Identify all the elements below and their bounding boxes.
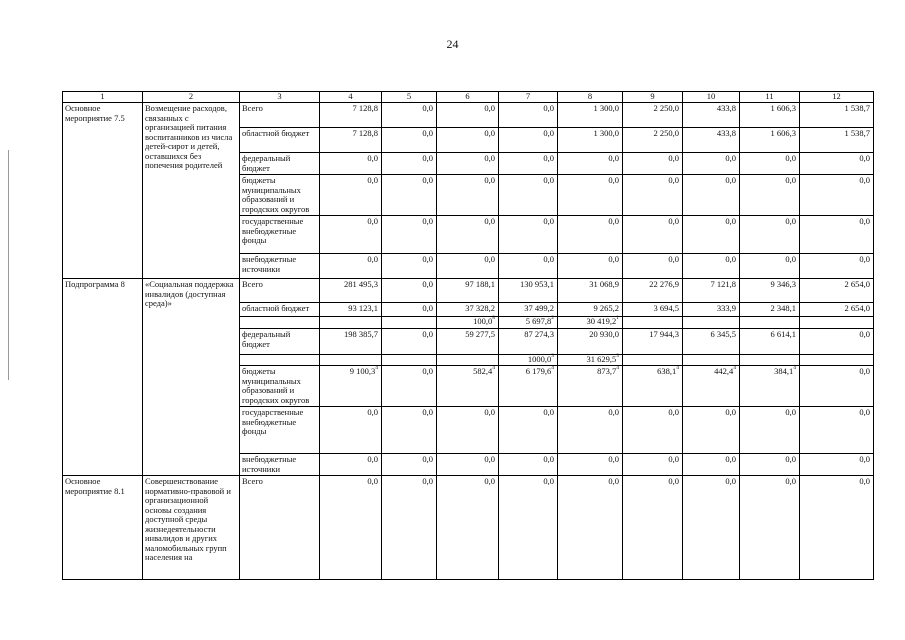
- value-cell: [740, 355, 800, 366]
- value-cell: 0,0: [683, 175, 740, 216]
- value-cell: 0,0: [740, 216, 800, 254]
- value-cell: [683, 355, 740, 366]
- footnote-mark: 3: [551, 353, 554, 360]
- value-cell: [320, 355, 382, 366]
- funding-source: Всего: [240, 103, 320, 128]
- value-cell: 0,0: [800, 407, 874, 454]
- section-description: Совершенствование нормативно-правовой и организационной основы создания доступной среды жизнедеятельности инвалидов и других маломобильных групп населения на: [143, 476, 240, 580]
- value-text: 582,4: [473, 366, 493, 377]
- value-cell: [320, 317, 382, 329]
- scan-margin-line: [8, 150, 9, 380]
- value-cell: 0,0: [623, 254, 683, 279]
- value-cell: 0,0: [382, 254, 437, 279]
- value-cell: 0,0: [558, 476, 623, 580]
- value-cell: 0,0: [382, 454, 437, 476]
- value-cell: 0,0: [623, 407, 683, 454]
- value-cell: 37 499,2: [499, 303, 558, 317]
- budget-table: [62, 91, 874, 580]
- value-cell: [437, 355, 499, 366]
- funding-source: федеральный бюджет: [240, 153, 320, 175]
- value-cell: 0,0: [623, 153, 683, 175]
- value-cell: 0,0: [740, 407, 800, 454]
- value-cell: 0,0: [683, 454, 740, 476]
- footnote-mark: 2: [551, 315, 554, 322]
- column-header: 5: [382, 92, 437, 103]
- value-cell: 0,0: [623, 216, 683, 254]
- value-cell: 0,0: [499, 476, 558, 580]
- column-header: 8: [558, 92, 623, 103]
- value-cell: [623, 366, 683, 407]
- value-cell: 0,0: [437, 153, 499, 175]
- value-cell: 3 694,5: [623, 303, 683, 317]
- value-cell: 0,0: [499, 175, 558, 216]
- funding-source: федеральный бюджет: [240, 329, 320, 355]
- value-text: 30 419,2: [586, 316, 617, 327]
- funding-source: областной бюджет: [240, 128, 320, 153]
- value-cell: [558, 317, 623, 329]
- value-cell: 281 495,3: [320, 279, 382, 303]
- value-cell: 0,0: [558, 407, 623, 454]
- value-cell: 0,0: [623, 454, 683, 476]
- value-cell: [499, 355, 558, 366]
- column-header: 3: [240, 92, 320, 103]
- value-cell: 37 328,2: [437, 303, 499, 317]
- value-cell: 0,0: [800, 216, 874, 254]
- value-cell: 433,8: [683, 103, 740, 128]
- value-cell: [382, 366, 437, 407]
- value-cell: [320, 366, 382, 407]
- value-cell: 1 300,0: [558, 103, 623, 128]
- page-number: 24: [446, 37, 459, 51]
- table-row: [63, 279, 874, 303]
- value-cell: 0,0: [740, 153, 800, 175]
- value-text: 0,0: [859, 366, 870, 377]
- value-cell: 0,0: [558, 254, 623, 279]
- value-cell: 0,0: [683, 216, 740, 254]
- value-cell: 0,0: [437, 454, 499, 476]
- value-cell: 0,0: [558, 175, 623, 216]
- value-cell: 0,0: [382, 279, 437, 303]
- value-cell: [558, 366, 623, 407]
- value-cell: 0,0: [320, 175, 382, 216]
- funding-source: государственные внебюджетные фонды: [240, 407, 320, 454]
- value-cell: [683, 366, 740, 407]
- value-cell: 0,0: [320, 454, 382, 476]
- footnote-mark: 4: [492, 365, 495, 372]
- table-row: [63, 103, 874, 128]
- value-cell: 0,0: [382, 476, 437, 580]
- value-cell: [382, 317, 437, 329]
- footnote-mark: 4: [616, 365, 619, 372]
- value-cell: 87 274,3: [499, 329, 558, 355]
- footnote-mark: 4: [733, 365, 736, 372]
- column-header: 11: [740, 92, 800, 103]
- value-cell: [623, 355, 683, 366]
- column-header: 7: [499, 92, 558, 103]
- column-header: 4: [320, 92, 382, 103]
- value-cell: 0,0: [740, 254, 800, 279]
- value-cell: [800, 355, 874, 366]
- value-cell: 2 654,0: [800, 303, 874, 317]
- value-cell: 6 614,1: [740, 329, 800, 355]
- value-cell: 0,0: [437, 254, 499, 279]
- footnote-mark: 4: [793, 365, 796, 372]
- value-cell: [800, 317, 874, 329]
- value-cell: 130 953,1: [499, 279, 558, 303]
- value-cell: [499, 317, 558, 329]
- value-cell: 2 250,0: [623, 103, 683, 128]
- value-text: 384,1: [774, 366, 794, 377]
- value-cell: 0,0: [437, 103, 499, 128]
- value-cell: 0,0: [623, 476, 683, 580]
- value-cell: 0,0: [382, 329, 437, 355]
- section-description: Возмещение расходов, связанных с организацией питания воспитанников из числа детей-сирот и детей, оставшихся без попечения родителей: [143, 103, 240, 279]
- column-header: 2: [143, 92, 240, 103]
- value-cell: 0,0: [800, 175, 874, 216]
- column-header-row: [63, 92, 874, 103]
- value-cell: 0,0: [382, 216, 437, 254]
- value-cell: 9 265,2: [558, 303, 623, 317]
- footnote-mark: 4: [551, 365, 554, 372]
- footnote-mark: 3: [616, 353, 619, 360]
- value-cell: 0,0: [382, 153, 437, 175]
- footnote-mark: 1: [616, 315, 619, 322]
- value-cell: 0,0: [800, 153, 874, 175]
- section-label: Основное мероприятие 8.1: [63, 476, 143, 580]
- value-cell: 0,0: [499, 254, 558, 279]
- value-cell: 0,0: [740, 476, 800, 580]
- footnote-mark: 8: [492, 315, 495, 322]
- value-text: 442,4: [714, 366, 734, 377]
- value-cell: 0,0: [683, 476, 740, 580]
- funding-source: внебюджетные источники: [240, 254, 320, 279]
- value-cell: [740, 366, 800, 407]
- funding-source: бюджеты муниципальных образований и городских округов: [240, 175, 320, 216]
- value-cell: 0,0: [683, 153, 740, 175]
- value-cell: 0,0: [437, 175, 499, 216]
- value-cell: 1 538,7: [800, 128, 874, 153]
- value-cell: 1 300,0: [558, 128, 623, 153]
- value-cell: 0,0: [740, 175, 800, 216]
- value-cell: 0,0: [437, 407, 499, 454]
- value-cell: 0,0: [382, 303, 437, 317]
- value-cell: 0,0: [800, 476, 874, 580]
- value-cell: 333,9: [683, 303, 740, 317]
- value-text: 9 100,3: [349, 366, 376, 377]
- value-cell: 6 345,5: [683, 329, 740, 355]
- funding-source: бюджеты муниципальных образований и городских округов: [240, 366, 320, 407]
- value-cell: 0,0: [683, 407, 740, 454]
- footnote-mark: 4: [676, 365, 679, 372]
- section-description: «Социальная поддержка инвалидов (доступная среда)»: [143, 279, 240, 476]
- value-cell: 0,0: [499, 128, 558, 153]
- value-cell: [683, 317, 740, 329]
- value-cell: 0,0: [800, 329, 874, 355]
- value-cell: 0,0: [320, 407, 382, 454]
- value-cell: [499, 366, 558, 407]
- value-cell: 0,0: [558, 216, 623, 254]
- value-cell: [623, 317, 683, 329]
- value-cell: 7 128,8: [320, 128, 382, 153]
- value-cell: 0,0: [558, 454, 623, 476]
- value-cell: 0,0: [382, 407, 437, 454]
- value-cell: 2 250,0: [623, 128, 683, 153]
- value-cell: [800, 366, 874, 407]
- value-cell: 0,0: [437, 476, 499, 580]
- table-body: [63, 103, 874, 580]
- funding-source: областной бюджет: [240, 303, 320, 317]
- value-cell: 1 606,3: [740, 103, 800, 128]
- value-cell: 0,0: [499, 216, 558, 254]
- value-cell: 1 538,7: [800, 103, 874, 128]
- footnote-mark: 4: [375, 365, 378, 372]
- value-cell: 0,0: [382, 128, 437, 153]
- table-row: [63, 476, 874, 580]
- value-cell: 0,0: [740, 454, 800, 476]
- value-cell: 0,0: [320, 254, 382, 279]
- funding-source: внебюджетные источники: [240, 454, 320, 476]
- section-label: Подпрограмма 8: [63, 279, 143, 476]
- value-cell: 198 385,7: [320, 329, 382, 355]
- value-text: 0,0: [422, 366, 433, 377]
- funding-source: [240, 317, 320, 329]
- value-cell: 97 188,1: [437, 279, 499, 303]
- value-text: 5 697,8: [525, 316, 552, 327]
- funding-source: Всего: [240, 476, 320, 580]
- value-cell: 2 348,1: [740, 303, 800, 317]
- value-cell: 0,0: [800, 254, 874, 279]
- value-cell: 0,0: [683, 254, 740, 279]
- value-cell: 0,0: [320, 153, 382, 175]
- value-text: 1000,0: [527, 354, 552, 365]
- value-text: 873,7: [597, 366, 617, 377]
- value-cell: 31 068,9: [558, 279, 623, 303]
- value-cell: 20 930,0: [558, 329, 623, 355]
- value-cell: 433,8: [683, 128, 740, 153]
- column-header: 10: [683, 92, 740, 103]
- value-cell: 0,0: [437, 128, 499, 153]
- value-cell: 7 128,8: [320, 103, 382, 128]
- value-cell: 0,0: [382, 103, 437, 128]
- value-cell: 22 276,9: [623, 279, 683, 303]
- value-cell: [437, 366, 499, 407]
- value-cell: [437, 317, 499, 329]
- value-cell: [382, 355, 437, 366]
- value-cell: 0,0: [623, 175, 683, 216]
- section-label: Основное мероприятие 7.5: [63, 103, 143, 279]
- column-header: 12: [800, 92, 874, 103]
- column-header: 9: [623, 92, 683, 103]
- value-cell: 0,0: [499, 407, 558, 454]
- funding-source: государственные внебюджетные фонды: [240, 216, 320, 254]
- column-header: 1: [63, 92, 143, 103]
- value-cell: 0,0: [320, 216, 382, 254]
- funding-source: Всего: [240, 279, 320, 303]
- value-cell: 17 944,3: [623, 329, 683, 355]
- value-cell: [740, 317, 800, 329]
- value-cell: 59 277,5: [437, 329, 499, 355]
- value-cell: 0,0: [437, 216, 499, 254]
- value-cell: 7 121,8: [683, 279, 740, 303]
- value-cell: 0,0: [499, 103, 558, 128]
- value-cell: 0,0: [499, 454, 558, 476]
- value-cell: 0,0: [499, 153, 558, 175]
- value-text: 6 179,6: [525, 366, 552, 377]
- value-cell: 1 606,3: [740, 128, 800, 153]
- value-text: 100,0: [473, 316, 493, 327]
- value-cell: [558, 355, 623, 366]
- value-cell: 0,0: [558, 153, 623, 175]
- value-cell: 9 346,3: [740, 279, 800, 303]
- value-cell: 0,0: [320, 476, 382, 580]
- value-cell: 0,0: [382, 175, 437, 216]
- funding-source: [240, 355, 320, 366]
- value-text: 638,1: [657, 366, 677, 377]
- value-cell: 0,0: [800, 454, 874, 476]
- column-header: 6: [437, 92, 499, 103]
- value-cell: 2 654,0: [800, 279, 874, 303]
- value-cell: 93 123,1: [320, 303, 382, 317]
- value-text: 31 629,5: [586, 354, 617, 365]
